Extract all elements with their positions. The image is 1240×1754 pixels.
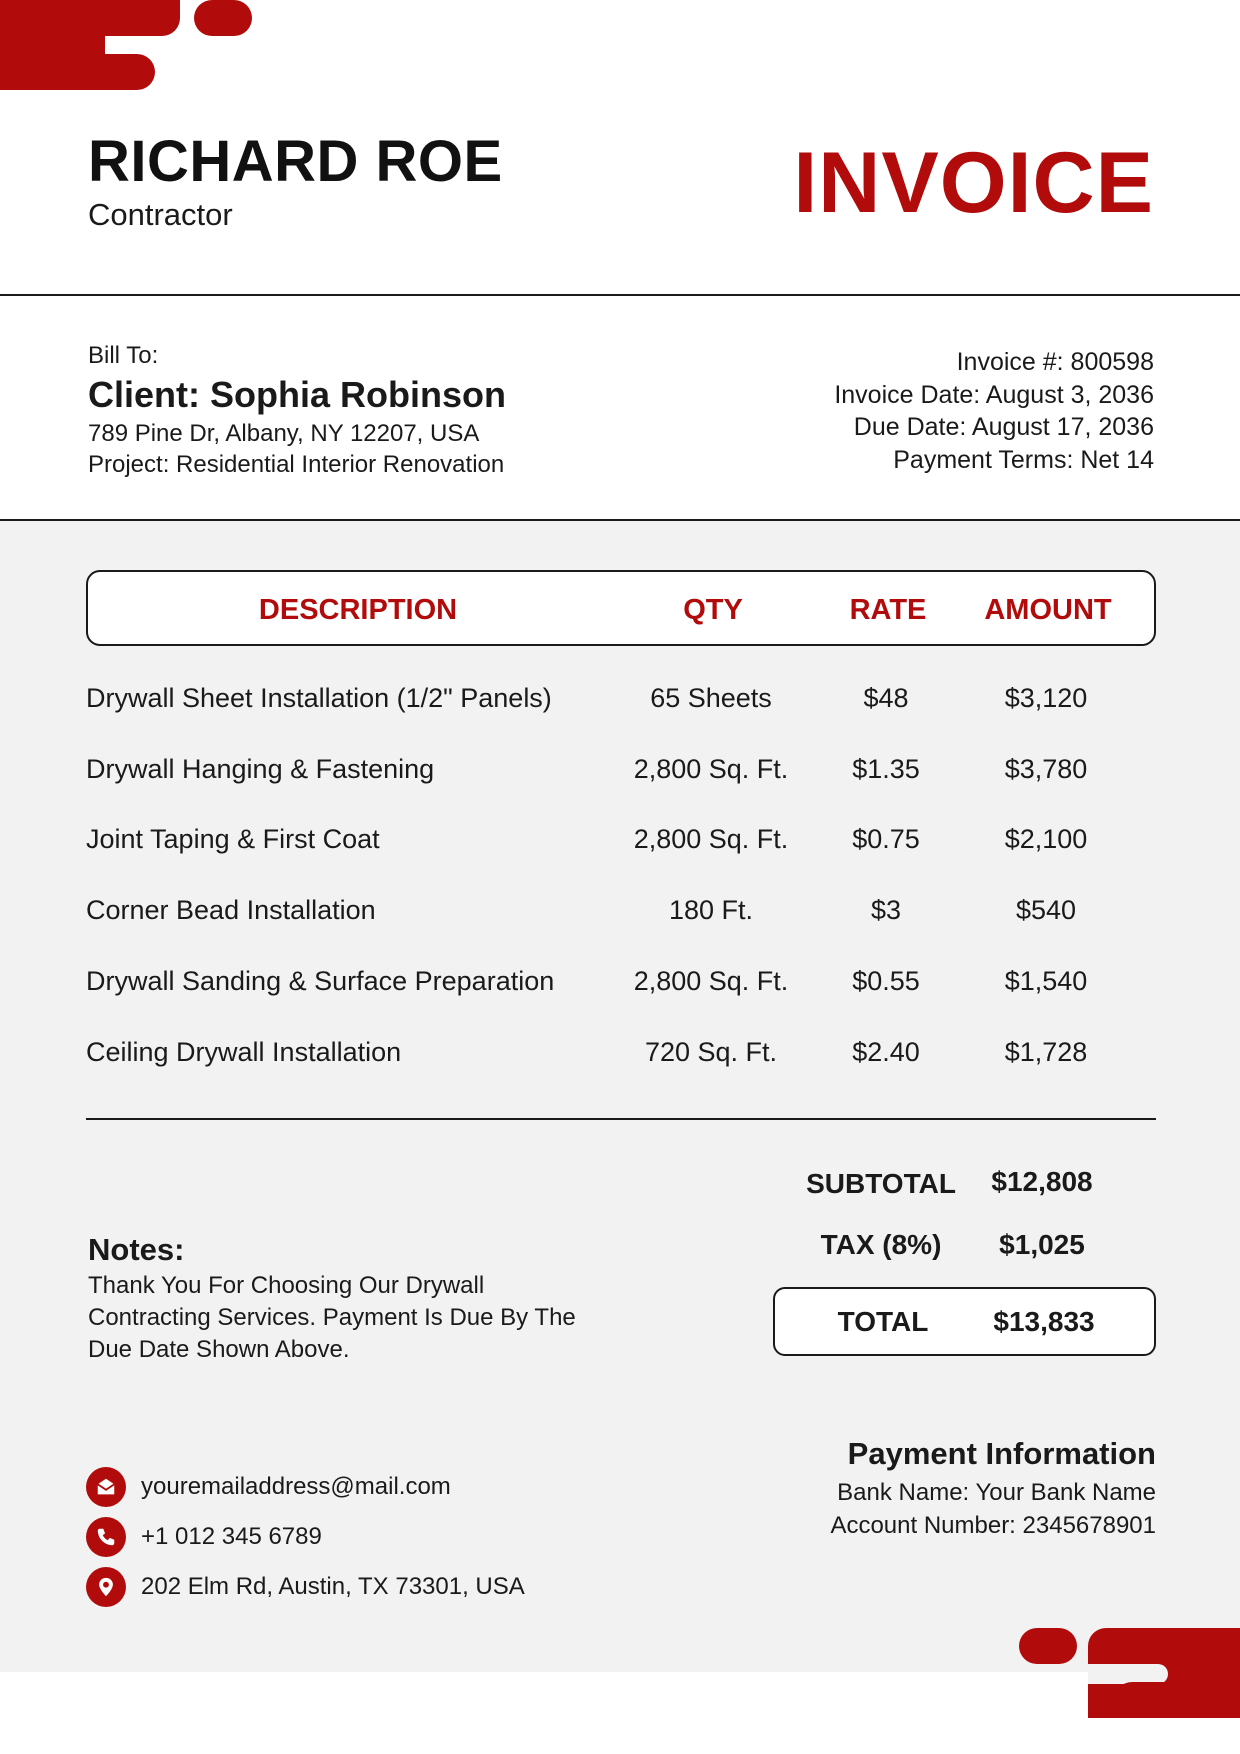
table-row	[86, 1037, 1156, 1077]
row-rate: $2.40	[852, 1037, 920, 1067]
payment-info-title: Payment Information	[847, 1436, 1156, 1471]
row-amount: $3,780	[1004, 754, 1088, 784]
corner-decoration-bar	[1114, 1682, 1240, 1718]
total-box	[773, 1287, 1156, 1356]
row-description: Drywall Hanging & Fastening	[86, 754, 435, 784]
row-description: Ceiling Drywall Installation	[86, 1037, 402, 1067]
row-qty: 2,800 Sq. Ft.	[633, 754, 789, 784]
tax-value: $1,025	[999, 1229, 1085, 1260]
contact-address	[86, 1567, 525, 1607]
corner-decoration-pill	[194, 0, 252, 36]
invoice-date: Invoice Date: August 3, 2036	[834, 380, 1154, 409]
row-rate: $0.75	[852, 824, 920, 854]
envelope-icon	[86, 1467, 126, 1507]
contact-email	[86, 1467, 451, 1507]
table-row	[86, 754, 1156, 794]
bank-name: Bank Name: Your Bank Name	[837, 1479, 1156, 1506]
row-amount: $2,100	[1004, 824, 1088, 854]
invoice-number: Invoice #: 800598	[956, 348, 1154, 376]
tax-label: TAX (8%)	[820, 1229, 942, 1260]
row-rate: $48	[863, 683, 909, 713]
row-amount: $1,540	[1004, 966, 1088, 996]
corner-decoration-cutout	[1088, 1664, 1168, 1684]
due-date: Due Date: August 17, 2036	[853, 413, 1154, 441]
notes-title: Notes:	[88, 1232, 185, 1267]
corner-decoration-bar	[0, 54, 155, 90]
row-qty: 180 Ft.	[668, 895, 754, 925]
row-qty: 720 Sq. Ft.	[644, 1037, 778, 1067]
contractor-role: Contractor	[88, 197, 233, 232]
table-header	[86, 570, 1156, 646]
table-row	[86, 895, 1156, 935]
corner-decoration-bar	[0, 0, 180, 36]
subtotal-value: $12,808	[991, 1166, 1093, 1197]
row-qty: 2,800 Sq. Ft.	[633, 966, 789, 996]
client-project: Project: Residential Interior Renovation	[88, 451, 505, 478]
row-description: Drywall Sheet Installation (1/2" Panels)	[86, 683, 552, 713]
row-description: Joint Taping & First Coat	[86, 824, 380, 854]
column-header-rate: RATE	[849, 594, 927, 626]
column-header-amount: AMOUNT	[984, 594, 1112, 626]
invoice-meta	[834, 346, 1154, 476]
notes-text: Thank You For Choosing Our Drywall Contracting Services. Payment Is Due By The Due Date Shown Above.	[88, 1272, 576, 1363]
row-rate: $3	[870, 895, 902, 925]
contractor-name: RICHARD ROE	[88, 129, 503, 194]
invoice-title: INVOICE	[793, 135, 1154, 231]
divider	[86, 1118, 1156, 1120]
payment-terms: Payment Terms: Net 14	[893, 445, 1154, 474]
table-row	[86, 824, 1156, 864]
subtotal-label: SUBTOTAL	[806, 1168, 956, 1199]
row-qty: 65 Sheets	[650, 683, 772, 713]
account-number: Account Number: 2345678901	[830, 1512, 1156, 1539]
contact-email-text[interactable]: youremailaddress@mail.com	[141, 1473, 451, 1500]
client-name: Client: Sophia Robinson	[88, 374, 506, 415]
row-amount: $3,120	[1004, 683, 1088, 713]
column-header-qty: QTY	[683, 594, 743, 626]
row-rate: $0.55	[852, 966, 920, 996]
contact-phone	[86, 1517, 322, 1557]
total-value: $13,833	[993, 1306, 1095, 1337]
divider	[0, 294, 1240, 296]
bill-to-label: Bill To:	[88, 342, 159, 369]
total-label: TOTAL	[837, 1306, 929, 1337]
corner-decoration-pill	[1019, 1628, 1077, 1664]
contact-address-text: 202 Elm Rd, Austin, TX 73301, USA	[141, 1573, 525, 1600]
row-amount: $540	[1015, 895, 1077, 925]
location-pin-icon	[86, 1567, 126, 1607]
row-description: Corner Bead Installation	[86, 895, 376, 925]
row-description: Drywall Sanding & Surface Preparation	[86, 966, 555, 996]
client-address: 789 Pine Dr, Albany, NY 12207, USA	[88, 420, 480, 447]
phone-icon	[86, 1517, 126, 1557]
contact-phone-text[interactable]: +1 012 345 6789	[141, 1523, 322, 1550]
row-qty: 2,800 Sq. Ft.	[633, 824, 789, 854]
table-row	[86, 966, 1156, 1006]
table-row	[86, 683, 1156, 723]
row-amount: $1,728	[1004, 1037, 1088, 1067]
column-header-description: DESCRIPTION	[258, 594, 458, 626]
row-rate: $1.35	[852, 754, 920, 784]
